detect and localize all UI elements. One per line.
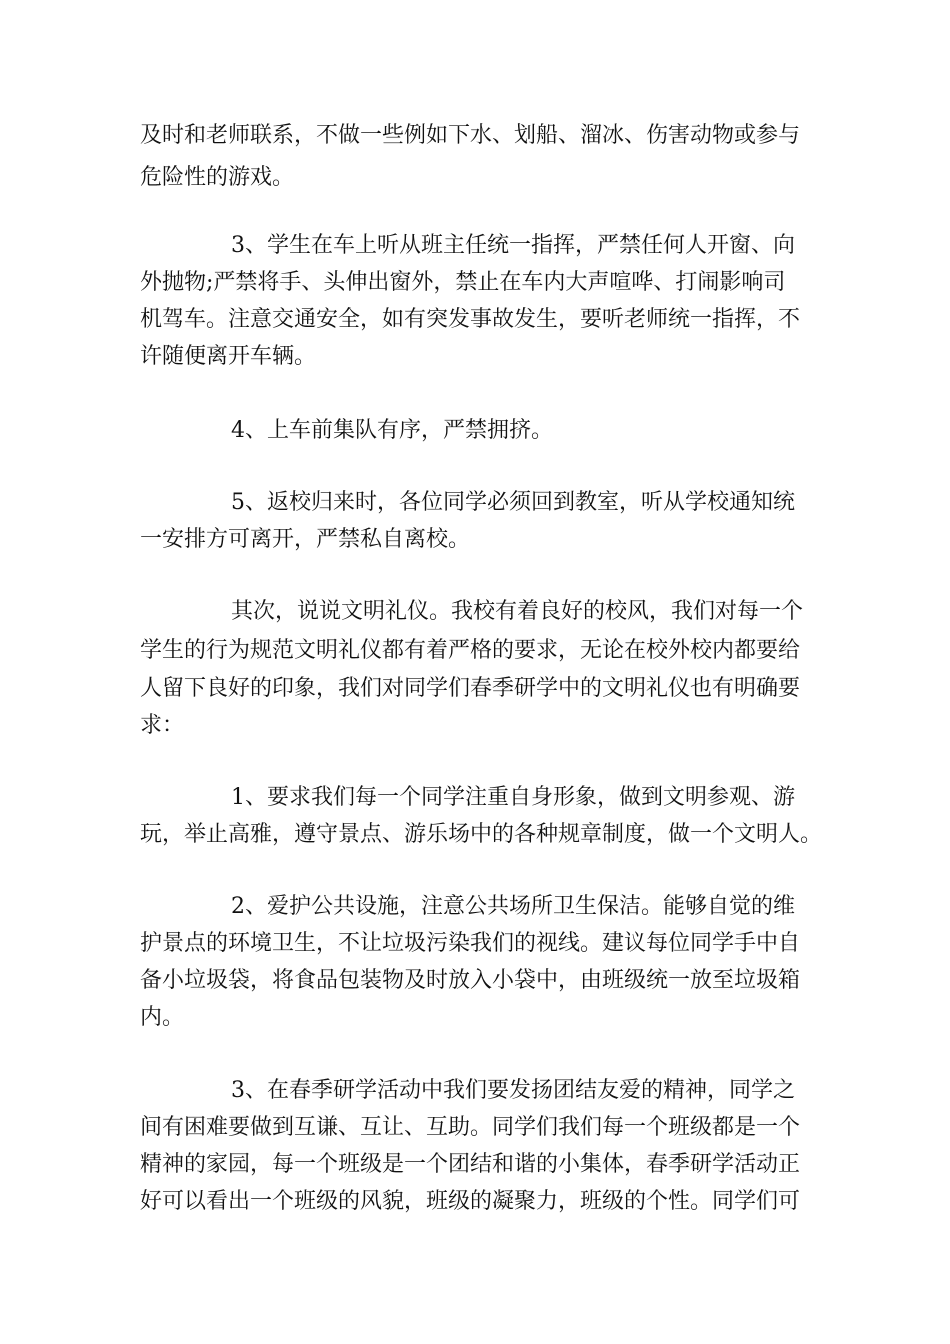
text-line: 5、返校归来时，各位同学必须回到教室，听从学校通知统	[231, 490, 795, 515]
text-line: 4、上车前集队有序，严禁拥挤。	[231, 418, 553, 443]
text-line: 其次，说说文明礼仪。我校有着良好的校风，我们对每一个	[231, 599, 804, 624]
text-line: 2、爱护公共设施，注意公共场所卫生保洁。能够自觉的维	[231, 894, 795, 919]
text-line: 一安排方可离开，严禁私自离校。	[140, 527, 471, 552]
text-line: 3、学生在车上听从班主任统一指挥，严禁任何人开窗、向	[231, 233, 795, 258]
text-line: 玩，举止高雅，遵守景点、游乐场中的各种规章制度，做一个文明人。	[140, 822, 823, 847]
text-line: 及时和老师联系，不做一些例如下水、划船、溜冰、伤害动物或参与	[140, 123, 801, 148]
text-line: 学生的行为规范文明礼仪都有着严格的要求，无论在校外校内都要给	[140, 638, 801, 663]
text-line: 危险性的游戏。	[140, 165, 295, 190]
text-line: 外抛物;严禁将手、头伸出窗外，禁止在车内大声喧哗、打闹影响司	[140, 270, 786, 295]
text-line: 间有困难要做到互谦、互让、互助。同学们我们每一个班级都是一个	[140, 1115, 801, 1140]
text-line: 好可以看出一个班级的风貌，班级的凝聚力，班级的个性。同学们可	[140, 1189, 801, 1214]
text-line: 许随便离开车辆。	[140, 344, 317, 369]
text-line: 机驾车。注意交通安全，如有突发事故发生，要听老师统一指挥，不	[140, 307, 801, 332]
text-line: 精神的家园，每一个班级是一个团结和谐的小集体，春季研学活动正	[140, 1152, 801, 1177]
text-line: 求：	[140, 713, 185, 738]
text-line: 1、要求我们每一个同学注重自身形象，做到文明参观、游	[231, 785, 795, 810]
text-line: 备小垃圾袋，将食品包装物及时放入小袋中，由班级统一放至垃圾箱	[140, 968, 801, 993]
text-line: 内。	[140, 1005, 185, 1030]
text-line: 人留下良好的印象，我们对同学们春季研学中的文明礼仪也有明确要	[140, 676, 801, 701]
text-line: 3、在春季研学活动中我们要发扬团结友爱的精神，同学之	[231, 1078, 795, 1103]
text-line: 护景点的环境卫生，不让垃圾污染我们的视线。建议每位同学手中自	[140, 931, 801, 956]
